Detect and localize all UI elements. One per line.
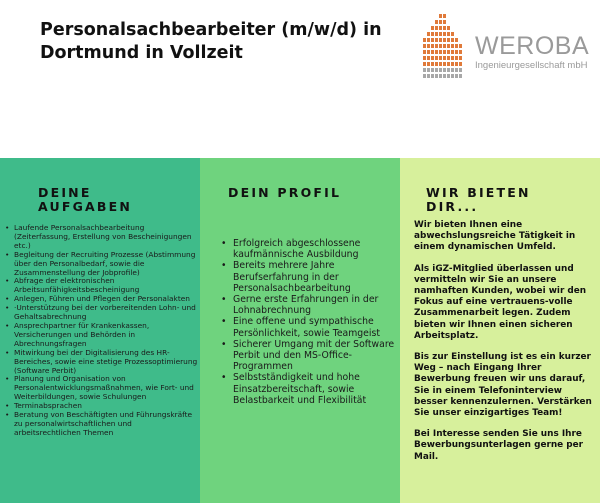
list-item: • Planung und Organisation von Personalentwicklungsmaßnahmen, wie Fort- und Weiterbildungen, sowie Schulungen xyxy=(4,375,198,402)
angebot-text xyxy=(414,220,596,473)
column-heading-profil: DEIN PROFIL xyxy=(228,185,342,200)
list-item: • Sicherer Umgang mit der Software Perbit und den MS-Office-Programmen xyxy=(220,339,398,373)
column-profil xyxy=(200,158,400,503)
job-title: Personalsachbearbeiter (m/w/d) in Dortmund in Vollzeit xyxy=(40,20,382,63)
list-item: • Mitwirkung bei der Digitalisierung des HR-Bereiches, sowie eine stetige Prozessoptimierung (Software Perbit) xyxy=(4,349,198,376)
column-aufgaben xyxy=(0,158,200,503)
list-item: • Eine offene und sympathische Persönlichkeit, sowie Teamgeist xyxy=(220,316,398,338)
logo-wordmark: WEROBA xyxy=(475,32,590,60)
list-item: • Abfrage der elektronischen Arbeitsunfähigkeitsbescheinigung xyxy=(4,277,198,295)
list-item: • Anlegen, Führen und Pflegen der Personalakten xyxy=(4,295,198,304)
building-logo-icon xyxy=(415,8,475,88)
list-item: • Selbstständigkeit und hohe Einsatzbereitschaft, sowie Belastbarkeit und Flexibilität xyxy=(220,372,398,406)
aufgaben-list xyxy=(4,224,198,438)
list-item: • Laufende Personalsachbearbeitung (Zeiterfassung, Erstellung von Bescheinigungen etc.) xyxy=(4,224,198,251)
paragraph: Wir bieten Ihnen eine abwechslungsreiche Tätigkeit in einem dynamischen Umfeld. xyxy=(414,220,576,253)
company-logo xyxy=(415,8,595,88)
logo-subtitle: Ingenieurgesellschaft mbH xyxy=(475,60,588,71)
column-heading-angebot: WIR BIETEN DIR... xyxy=(426,185,531,214)
list-item: • Ansprechpartner für Krankenkassen, Versicherungen und Behörden in Abrechnungsfragen xyxy=(4,322,198,349)
list-item: • Erfolgreich abgeschlossene kaufmännische Ausbildung xyxy=(220,238,398,260)
list-item: • Gerne erste Erfahrungen in der Lohnabrechnung xyxy=(220,294,398,316)
list-item: • ·Unterstützung bei der vorbereitenden Lohn- und Gehaltsabrechnung xyxy=(4,304,198,322)
list-item: • Terminabsprachen xyxy=(4,402,198,411)
column-angebot xyxy=(400,158,600,503)
column-heading-aufgaben: DEINE AUFGABEN xyxy=(38,185,133,214)
list-item: • Beratung von Beschäftigten und Führungskräfte zu personalwirtschaftlichen und arbeitsrechtlichen Themen xyxy=(4,411,198,438)
paragraph: Bis zur Einstellung ist es ein kurzer Weg – nach Eingang Ihrer Bewerbung freuen wir uns darauf, Sie in einem Telefoninterview besser kennenzulernen. Verstärken Sie unser einzigartiges Team! xyxy=(414,352,592,419)
paragraph: Bei Interesse senden Sie uns Ihre Bewerbungsunterlagen gerne per Mail. xyxy=(414,429,584,462)
header xyxy=(0,0,600,158)
list-item: • Begleitung der Recruiting Prozesse (Abstimmung über den Personalbedarf, sowie die Zusammenstellung der Jobprofile) xyxy=(4,251,198,278)
paragraph: Als iGZ-Mitglied überlassen und vermitteln wir Sie an unsere namhaften Kunden, wobei wir den Fokus auf eine vertrauens-volle Zusammenarbeit legen. Zudem bieten wir Ihnen einen sicheren Arbeitsplatz. xyxy=(414,263,587,341)
profil-list xyxy=(220,238,398,406)
list-item: • Bereits mehrere Jahre Berufserfahrung in der Personalsachbearbeitung xyxy=(220,260,398,294)
